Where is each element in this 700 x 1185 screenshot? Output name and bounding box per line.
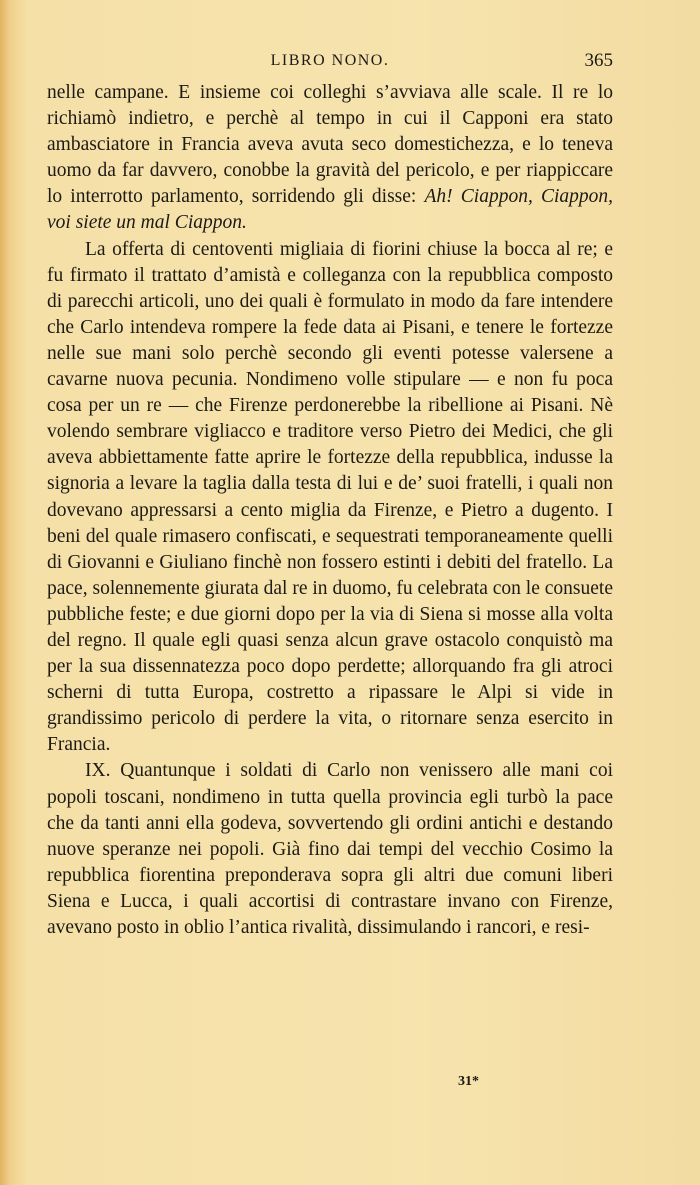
paragraph-continuation xyxy=(47,80,613,237)
italic-quote: Ah! Ciappon, Ciappon, voi siete un mal Ciappon. xyxy=(47,186,613,234)
book-page xyxy=(47,48,613,941)
running-title: LIBRO NONO. xyxy=(270,52,390,69)
paragraph-treaty: La offerta di centoventi migliaia di fiorini chiuse la bocca al re; e fu firmato il trattato d’amistà e colleganza con la repubblica composto di parecchi articoli, uno dei quali è formulato in modo da fare intendere che Carlo intendeva rompere la fede data ai Pisani, e tenere le fortezze nelle sue mani solo perchè secondo gli eventi potesse valersene a cavarne nuova pecunia. Nondimeno volle stipulare — e non fu poca cosa per un re — che Firenze perdonerebbe la ribellione ai Pisani. Nè volendo sembrare vigliacco e traditore verso Pietro dei Medici, che gli aveva abbiettamente fatte aprire le fortezze della repubblica, indusse la signoria a levare la taglia dalla testa di lui e de’ suoi fratelli, i quali non dovevano appressarsi a cento miglia da Firenze, e Pietro a dugento. I beni del quale rimasero confiscati, e sequestrati temporaneamente quelli di Giovanni e Giuliano finchè non fossero estinti i debiti del fratello. La pace, solennemente giurata dal re in duomo, fu celebrata con le consuete pubbliche feste; e due giorni dopo per la via di Siena si mosse alla volta del regno. Il quale egli quasi senza alcun grave ostacolo conquistò ma per la sua dissennatezza poco dopo perdette; allorquando fra gli atroci scherni di tutta Europa, costretto a ripassare le Alpi si vide in grandissimo pericolo di perdere la vita, o ritornare senza esercito in Francia. xyxy=(47,238,613,756)
signature-mark: 31* xyxy=(458,1074,479,1089)
paragraph-text: nelle campane. E insieme coi colleghi s’avviava alle scale. Il re lo richiamò indietro, e perchè al tempo in cui il Capponi era stato ambasciatore in Francia aveva avuta seco domestichezza, e lo teneva uomo da far davvero, conobbe la gravità del pericolo, e per riappiccare lo interrotto parlamento, sorridendo gli disse: xyxy=(47,82,613,208)
page-header xyxy=(47,48,613,80)
body-text xyxy=(47,80,613,941)
paragraph-section-ix: IX. Quantunque i soldati di Carlo non venissero alle mani coi popoli toscani, nondimeno in tutta quella provincia egli turbò la pace che da tanti anni ella godeva, sovvertendo gli ordini antichi e destando nuove speranze nei popoli. Già fino dai tempi del vecchio Cosimo la repubblica fiorentina preponderava sopra gli altri due comuni liberi Siena e Lucca, i quali accortisi di contrastare invano con Firenze, avevano posto in oblio l’antica rivalità, dissimulando i rancori, e resi- xyxy=(47,760,613,938)
page-number: 365 xyxy=(584,50,613,71)
